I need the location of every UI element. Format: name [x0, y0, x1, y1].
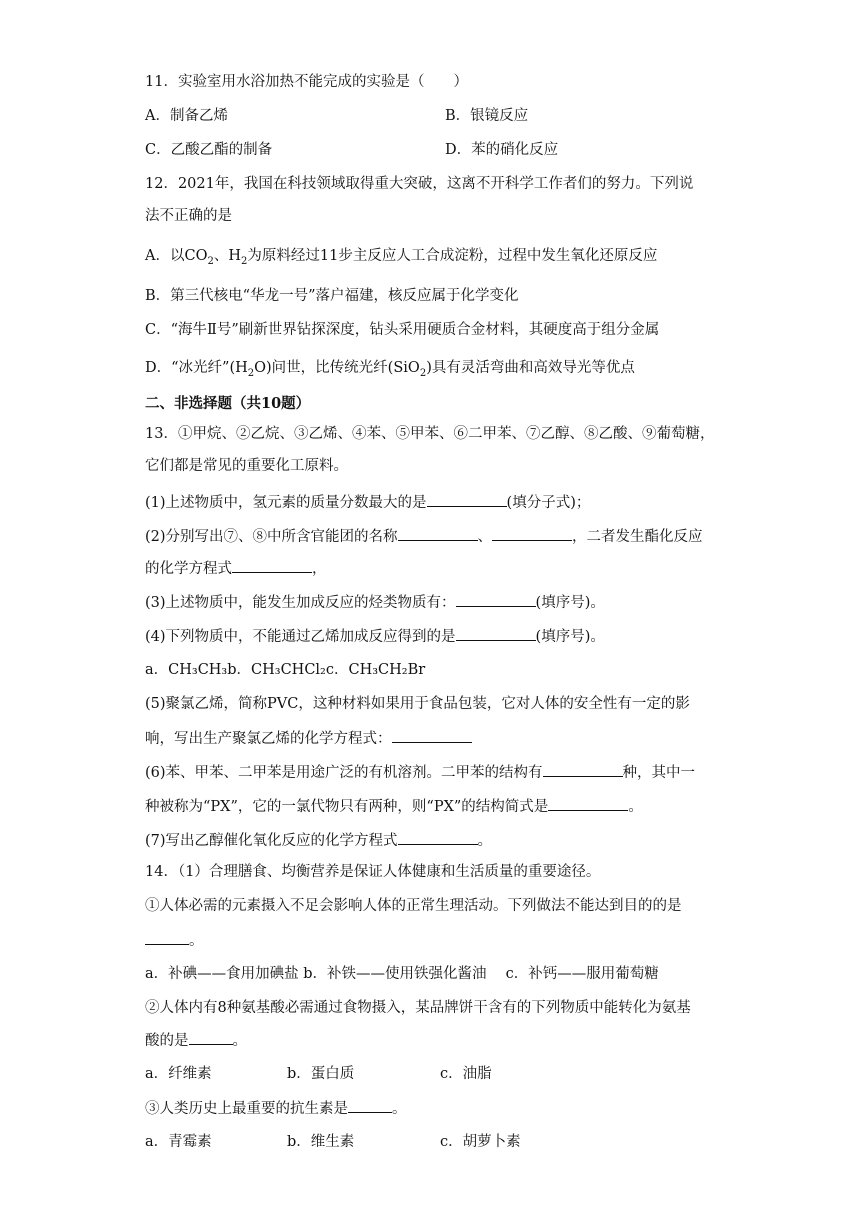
q12-d-pre: D．“冰光纤”(H: [145, 360, 248, 376]
q12-option-c: C．“海牛Ⅱ号”刷新世界钻探深度，钻头采用硬质合金材料，其硬度高于组分金属: [145, 322, 660, 338]
q13-part2b: [145, 558, 327, 579]
q13-p7-text: (7)写出乙醇催化氧化反应的化学方程式: [145, 833, 398, 849]
answer-blank[interactable]: [543, 762, 623, 777]
answer-blank[interactable]: [348, 1098, 392, 1113]
q12-d-sub2: 2: [419, 367, 427, 379]
q12-option-a: [145, 246, 657, 272]
q13-p5b-text: 响，写出生产聚氯乙烯的化学方程式：: [145, 731, 392, 747]
answer-blank[interactable]: [189, 1030, 233, 1045]
q14-s3-option-c: c．胡萝卜素: [440, 1134, 521, 1150]
q11-stem: 11．实验室用水浴加热不能完成的实验是（ ）: [145, 74, 468, 90]
q13-p2b-suffix: ，: [312, 561, 327, 577]
q12-d-sub1: 2: [247, 367, 255, 379]
q13-part2: [145, 526, 703, 547]
q14-s1-line2: [145, 930, 204, 951]
q12-d-mid: O)问世，比传统光纤(SiO: [254, 360, 420, 376]
section-heading: 二、非选择题（共10题）: [145, 395, 311, 412]
answer-blank[interactable]: [232, 558, 312, 573]
q14-s1-options: a．补碘——食用加碘盐 b．补铁——使用铁强化酱油 c．补钙——服用葡萄糖: [145, 966, 659, 982]
q14-s3-line: [145, 1098, 407, 1119]
q13-p2-sep: 、: [477, 529, 493, 545]
q12-stem-line2: 法不正确的是: [145, 208, 232, 224]
answer-blank[interactable]: [398, 526, 478, 541]
q13-p4-suffix: (填序号)。: [535, 629, 605, 645]
q13-stem-line2: 它们都是常见的重要化工原料。: [145, 458, 348, 474]
q12-d-post: )具有灵活弯曲和高效导光等优点: [426, 360, 635, 376]
q13-p6b-suffix: 。: [628, 799, 643, 815]
q12-a-mid: 、H: [213, 248, 241, 264]
q14-s2-option-b: b．蛋白质: [287, 1066, 355, 1082]
q14-s3-option-b: b．维生素: [287, 1134, 355, 1150]
q14-s2b-suffix: 。: [232, 1033, 247, 1049]
q12-a-pre: A．以CO: [145, 248, 208, 264]
answer-blank[interactable]: [456, 592, 536, 607]
q11-option-a: A．制备乙烯: [145, 108, 228, 124]
q14-s2-option-c: c．油脂: [440, 1066, 492, 1082]
q12-option-d: [145, 358, 635, 384]
q12-a-post: 为原料经过11步主反应人工合成淀粉，过程中发生氧化还原反应: [247, 248, 658, 264]
q12-a-sub2: 2: [241, 255, 248, 267]
q11-option-c: C．乙酸乙酯的制备: [145, 142, 273, 158]
q13-p3-suffix: (填序号)。: [535, 595, 605, 611]
q13-part5-line1: (5)聚氯乙烯，简称PVC，这种材料如果用于食品包装，它对人体的安全性有一定的影: [145, 696, 690, 712]
q13-p2b-text: 的化学方程式: [145, 561, 232, 577]
q14-s2b-text: 酸的是: [145, 1033, 189, 1049]
q13-part6-line1: [145, 762, 695, 783]
q14-s2-line1: ②人体内有8种氨基酸必需通过食物摄入，某品牌饼干含有的下列物质中能转化为氨基: [145, 1000, 691, 1016]
q14-s1-line1: ①人体必需的元素摄入不足会影响人体的正常生理活动。下列做法不能达到目的的是: [145, 898, 682, 914]
q13-p6b-text: 种被称为“PX”，它的一氯代物只有两种，则“PX”的结构简式是: [145, 799, 549, 815]
q13-p6a-suffix: 种，其中一: [622, 765, 696, 781]
q13-part4: [145, 626, 605, 647]
q11-option-b: B．银镜反应: [445, 108, 529, 124]
q13-part6-line2: [145, 796, 643, 817]
answer-blank[interactable]: [492, 526, 572, 541]
q13-p2-suffix: ，二者发生酯化反应: [572, 529, 703, 545]
answer-blank[interactable]: [548, 796, 628, 811]
q14-s2-option-a: a．纤维素: [145, 1066, 212, 1082]
q13-p4-text: (4)下列物质中，不能通过乙烯加成反应得到的是: [145, 629, 456, 645]
q12-option-b: B．第三代核电“华龙一号”落户福建，核反应属于化学变化: [145, 288, 519, 304]
q13-p3-text: (3)上述物质中，能发生加成反应的烃类物质有：: [145, 595, 456, 611]
q13-p1-text: (1)上述物质中，氢元素的质量分数最大的是: [145, 495, 427, 511]
q13-stem-line1: 13．①甲烷、②乙烷、③乙烯、④苯、⑤甲苯、⑥二甲苯、⑦乙醇、⑧乙酸、⑨葡萄糖，: [145, 426, 715, 442]
answer-blank[interactable]: [392, 728, 472, 743]
q13-p6a-text: (6)苯、甲苯、二甲苯是用途广泛的有机溶剂。二甲苯的结构有: [145, 765, 543, 781]
answer-blank[interactable]: [398, 830, 478, 845]
q13-part1: [145, 492, 590, 513]
q11-option-d: D．苯的硝化反应: [445, 142, 559, 158]
q12-a-sub1: 2: [207, 255, 214, 267]
q14-s1b-suffix: 。: [189, 933, 204, 949]
q12-stem-line1: 12．2021年，我国在科技领域取得重大突破，这离不开科学工作者们的努力。下列说: [145, 176, 694, 192]
q14-s3-text: ③人类历史上最重要的抗生素是: [145, 1101, 348, 1117]
answer-blank[interactable]: [145, 930, 189, 945]
q14-s3-option-a: a．青霉素: [145, 1134, 212, 1150]
q13-p7-suffix: 。: [477, 833, 493, 849]
q14-s2-line2: [145, 1030, 247, 1051]
q13-part4-options: a．CH₃CH₃b．CH₃CHCl₂c．CH₃CH₂Br: [145, 662, 426, 678]
q14-stem: 14．（1）合理膳食、均衡营养是保证人体健康和生活质量的重要途径。: [145, 864, 601, 880]
q13-part7: [145, 830, 492, 851]
q13-part5-line2: [145, 728, 472, 749]
q13-p1-suffix: (填分子式)；: [506, 495, 591, 511]
answer-blank[interactable]: [456, 626, 536, 641]
answer-blank[interactable]: [427, 492, 507, 507]
q14-s3-suffix: 。: [392, 1101, 407, 1117]
q13-p2-text: (2)分别写出⑦、⑧中所含官能团的名称: [145, 529, 398, 545]
q13-part3: [145, 592, 605, 613]
